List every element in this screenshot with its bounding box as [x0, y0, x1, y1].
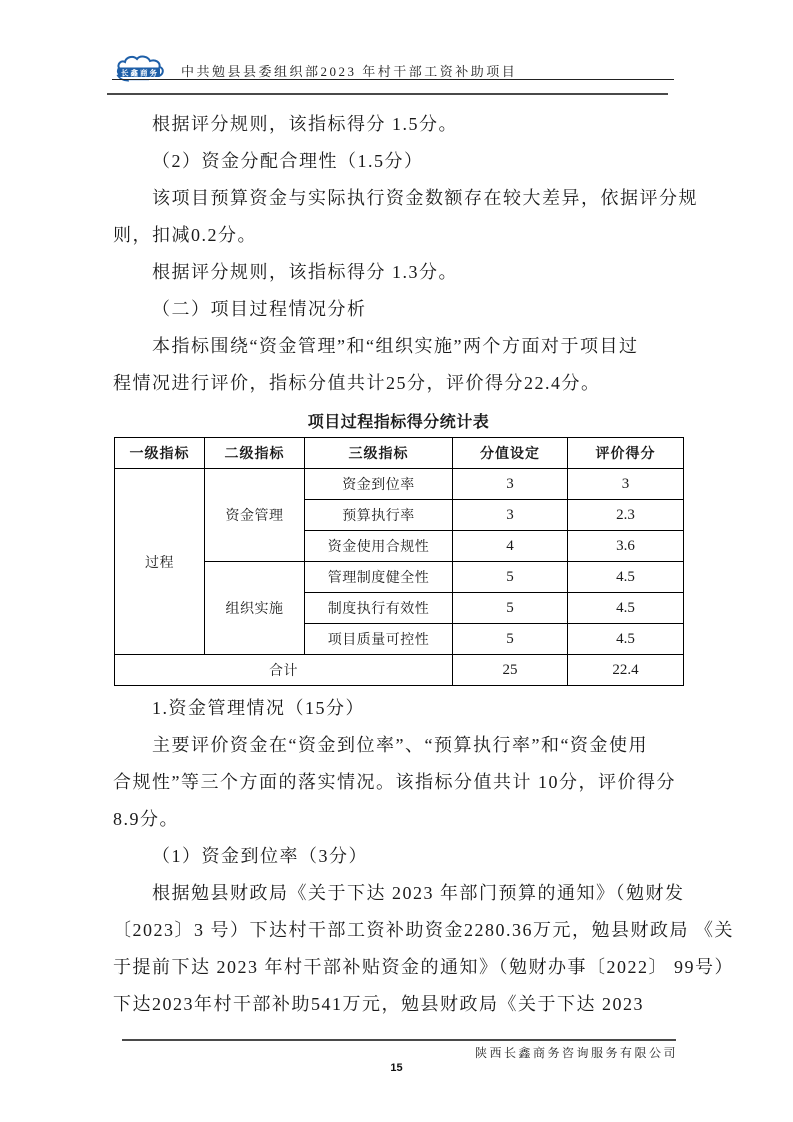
score-cell: 4.5 [568, 624, 684, 655]
body-text-line: 根据评分规则，该指标得分 1.3分。 [152, 262, 458, 282]
score-cell: 4.5 [568, 593, 684, 624]
body-text-line: 则，扣减0.2分。 [113, 225, 257, 245]
header-underline [112, 79, 674, 80]
header-title: 中共勉县县委组织部2023 年村干部工资补助项目 [181, 64, 518, 79]
indicator-cell: 管理制度健全性 [305, 562, 453, 593]
score-cell: 3.6 [568, 531, 684, 562]
body-text-line: （1）资金到位率（3分） [152, 846, 368, 866]
body-text-line: 8.9分。 [113, 809, 179, 829]
body-text-line: 1.资金管理情况（15分） [152, 698, 365, 718]
points-cell: 5 [453, 562, 568, 593]
body-text-line: 本指标围绕“资金管理”和“组织实施”两个方面对于项目过 [152, 336, 639, 356]
body-text-line: 程情况进行评价，指标分值共计25分，评价得分22.4分。 [113, 373, 601, 393]
level2-cell: 资金管理 [205, 469, 305, 562]
footer-company: 陕西长鑫商务咨询服务有限公司 [474, 1046, 678, 1060]
col-header-points: 分值设定 [453, 438, 568, 469]
body-text-line: 于提前下达 2023 年村干部补贴资金的通知》（勉财办事〔2022〕 99号） [113, 957, 734, 977]
level1-cell: 过程 [115, 469, 205, 655]
total-points-cell: 25 [453, 655, 568, 686]
indicator-cell: 项目质量可控性 [305, 624, 453, 655]
col-header-level1: 一级指标 [115, 438, 205, 469]
page-number: 15 [390, 1062, 403, 1074]
score-cell: 2.3 [568, 500, 684, 531]
points-cell: 4 [453, 531, 568, 562]
score-cell: 4.5 [568, 562, 684, 593]
points-cell: 3 [453, 469, 568, 500]
indicator-cell: 资金到位率 [305, 469, 453, 500]
body-text-line: 合规性”等三个方面的落实情况。该指标分值共计 10分，评价得分 [113, 772, 676, 792]
body-text-line: 〔2023〕3 号）下达村干部工资补助资金2280.36万元，勉县财政局 《关 [113, 920, 734, 940]
indicator-cell: 预算执行率 [305, 500, 453, 531]
indicator-cell: 资金使用合规性 [305, 531, 453, 562]
col-header-level2: 二级指标 [205, 438, 305, 469]
level2-cell: 组织实施 [205, 562, 305, 655]
body-text-line: 下达2023年村干部补助541万元，勉县财政局《关于下达 2023 [113, 994, 644, 1014]
body-text-line: 根据评分规则，该指标得分 1.5分。 [152, 114, 458, 134]
indicator-cell: 制度执行有效性 [305, 593, 453, 624]
col-header-score: 评价得分 [568, 438, 684, 469]
total-label-cell: 合计 [115, 655, 453, 686]
table-title: 项目过程指标得分统计表 [307, 414, 490, 431]
body-text-line: （二）项目过程情况分析 [152, 299, 367, 319]
table-row [115, 469, 684, 500]
points-cell: 5 [453, 593, 568, 624]
points-cell: 3 [453, 500, 568, 531]
table-header-row [115, 438, 684, 469]
body-text-line: （2）资金分配合理性（1.5分） [152, 151, 424, 171]
score-cell: 3 [568, 469, 684, 500]
body-section-1 [113, 106, 698, 402]
footer-rule [122, 1039, 676, 1041]
body-text-line: 根据勉县财政局《关于下达 2023 年部门预算的通知》（勉财发 [152, 883, 685, 903]
total-score-cell: 22.4 [568, 655, 684, 686]
process-score-table [114, 437, 684, 686]
col-header-level3: 三级指标 [305, 438, 453, 469]
body-text-line: 主要评价资金在“资金到位率”、“预算执行率”和“资金使用 [152, 735, 648, 755]
table-total-row [115, 655, 684, 686]
body-section-2 [113, 690, 734, 1023]
header-rule [107, 93, 668, 95]
logo-text: 长鑫商务 [121, 68, 159, 78]
body-text-line: 该项目预算资金与实际执行资金数额存在较大差异，依据评分规 [152, 188, 698, 208]
points-cell: 5 [453, 624, 568, 655]
